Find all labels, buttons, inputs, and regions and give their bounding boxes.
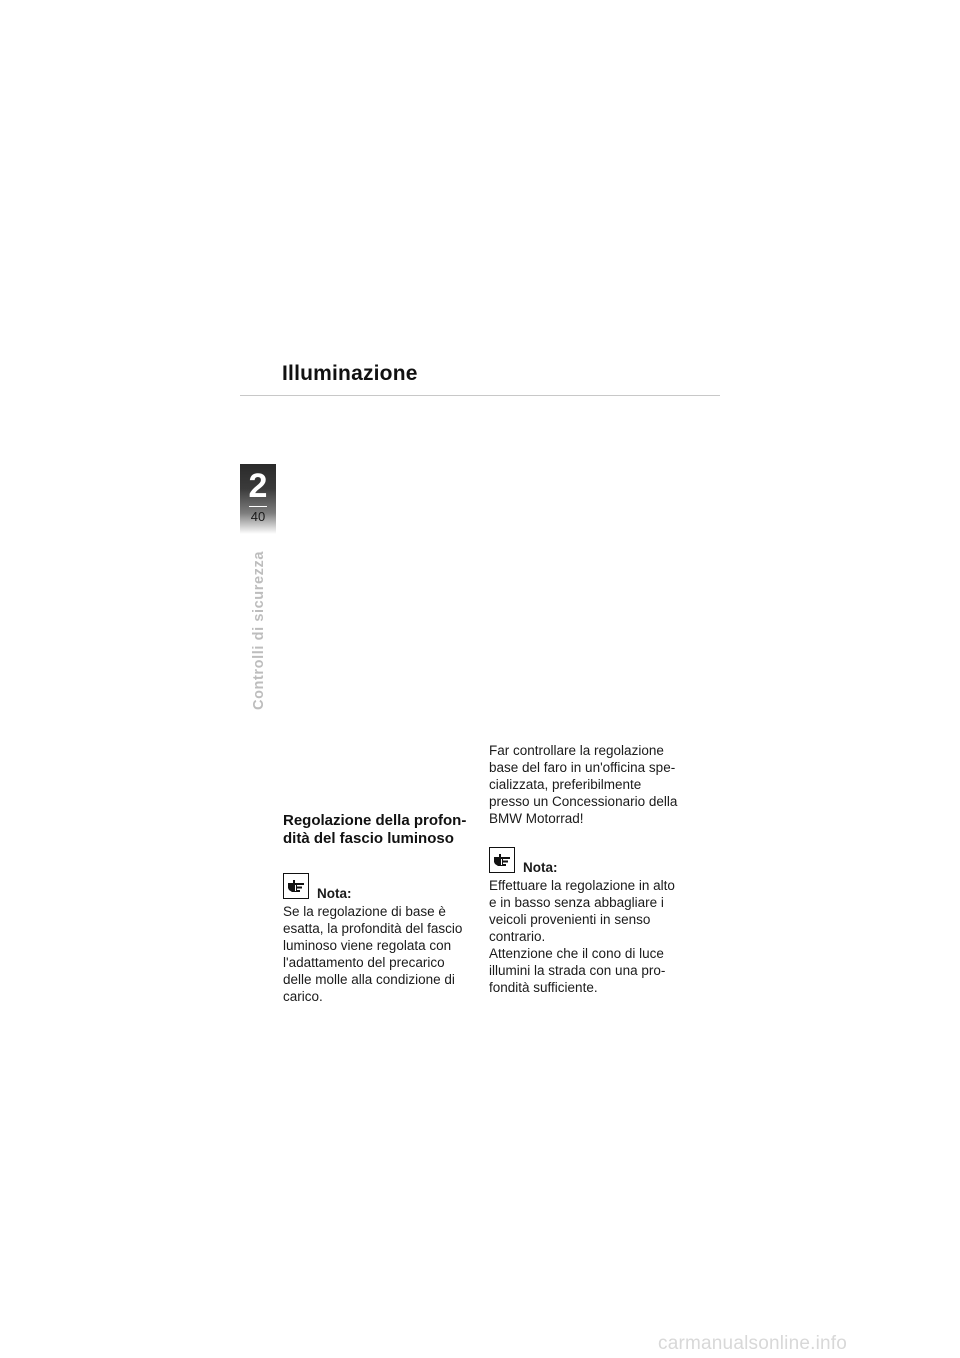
chapter-number: 2	[248, 467, 268, 505]
right-column	[489, 742, 699, 996]
section-side-label: Controlli di sicurezza	[251, 550, 267, 710]
page-title: Illuminazione	[282, 362, 418, 385]
chapter-tab	[240, 464, 276, 534]
intro-text: Far controllare la regolazione base del faro in un'officina spe- cializzata, preferibilmente presso un Concessionario della BMW Motorrad!	[489, 743, 678, 826]
chapter-divider	[249, 506, 267, 507]
site-watermark: carmanualsonline.info	[658, 1333, 848, 1354]
note-text: Se la regolazione di base è esatta, la profondità del fascio luminoso viene regolata con l'adattamento del precarico delle molle alla condizione di carico.	[283, 904, 463, 1004]
note-block	[489, 847, 699, 996]
section-heading: Regolazione della profon- dità del fascio luminoso	[283, 812, 467, 847]
note-hand-icon	[283, 873, 309, 899]
note-label: Nota:	[523, 860, 558, 875]
page-number: 40	[250, 509, 266, 524]
note-block	[283, 873, 478, 1005]
title-divider	[240, 395, 720, 396]
note-text: Effettuare la regolazione in alto e in basso senza abbagliare i veicoli provenienti in senso contrario. Attenzione che il cono di luce illumini la strada con una pro- fondità sufficiente.	[489, 878, 675, 995]
note-hand-icon	[489, 847, 515, 873]
left-column	[283, 812, 478, 1005]
note-label: Nota:	[317, 886, 352, 901]
